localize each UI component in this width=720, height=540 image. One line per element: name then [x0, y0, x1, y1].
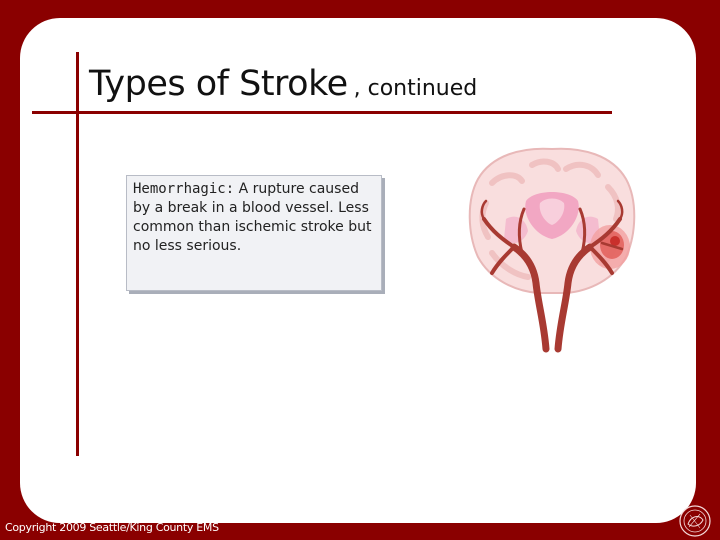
copyright-footer: Copyright 2009 Seattle/King County EMS [5, 521, 219, 534]
seal-logo-icon [674, 502, 716, 538]
brain-hemorrhage-illustration [462, 143, 642, 353]
definition-callout [126, 175, 382, 291]
title-main: Types of Stroke [89, 64, 348, 104]
title-horizontal-rule [32, 111, 612, 114]
title-suffix: , continued [353, 76, 478, 101]
definition-term: Hemorrhagic: [133, 181, 235, 197]
page-title [89, 64, 477, 104]
definition-text: A rupture caused by a break in a blood vessel. Less common than ischemic stroke but no less serious. [133, 181, 372, 254]
